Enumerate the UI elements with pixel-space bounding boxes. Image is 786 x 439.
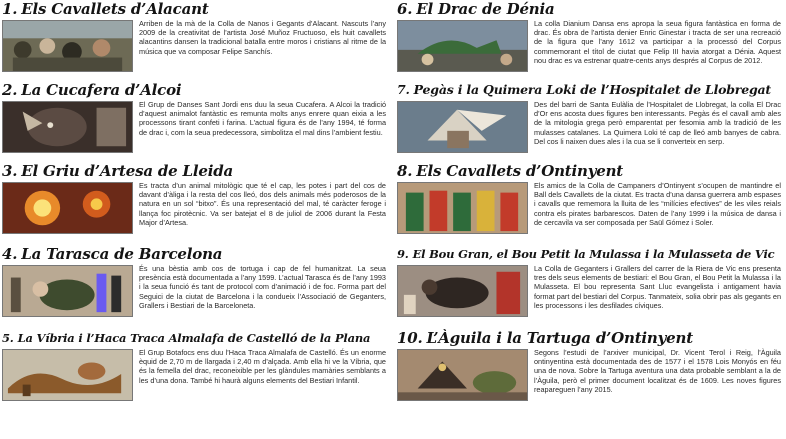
entry-photo — [397, 101, 528, 153]
entry-photo — [397, 265, 528, 317]
entry-photo — [397, 182, 528, 234]
entry-text: La colla Dianium Dansa ens apropa la seua figura fantàstica en forma de drac. És obra de l’artista denier Enric Ginestar i tracta de ser una recreació de la figura que l’any 1612 va participar a la processó del Corpus commemorant el títol de ciutat que Felip III havia atorgat a Dénia. Aquest nou drac es va estrenar quatre-cents anys després al Corpus de 2012. — [534, 19, 781, 65]
entry-text: És una bèstia amb cos de tortuga i cap de fel humanitzat. La seua presència està documentada a l’any 1599. L’actual Tarasca és de l’any 1993 i la seua funció és tant de protocol com d’animació i de foc. Forma part del Seguici de la ciutat de Barcelona i la condueix l’Associació de Geganters, Grallers i Bestiari de la Barceloneta. — [139, 264, 386, 310]
entry-photo — [2, 265, 133, 317]
entry-photo — [397, 349, 528, 401]
entry-title: 9. El Bou Gran, el Bou Petit la Mulassa i la Mulasseta de Vic — [397, 247, 775, 261]
entry-title: 2. La Cucafera d’Alcoi — [2, 81, 182, 99]
entry-7 — [397, 81, 781, 161]
entry-photo — [2, 182, 133, 234]
entry-title: 10. L’Àguila i la Tartuga d’Ontinyent — [397, 329, 693, 347]
entry-photo — [397, 20, 528, 72]
entry-text: Es tracta d’un animal mitològic que té el cap, les potes i part del cos de davant d’àliga i la resta del cos lleó, dos dels animals més poderosos de la natura en un sol “bitxo”. És una representació del mal, té caràcter feroge i llança foc pirotècnic. Va ser batejat el 8 de juliol de 2006 durant la Festa Major d’Artesa. — [139, 181, 386, 227]
entry-title: 3. El Griu d’Artesa de Lleida — [2, 162, 234, 180]
entry-text: El Grup Botafocs ens duu l’Haca Traca Almalafa de Castelló. És un enorme èquid de 2,70 m de llargada i 2,40 m d’alçada. Amb ella hi ve la Víbria, que és la femella del drac, reconeixible per les glàndules mamàries semblants a les d’una dona. També hi haurà alguns elements del Bestiari Infantil. — [139, 348, 386, 385]
entry-5 — [2, 329, 386, 409]
entry-photo — [2, 349, 133, 401]
entry-title: 7. Pegàs i la Quimera Loki de l’Hospitalet de Llobregat — [397, 82, 771, 97]
entry-photo — [2, 20, 133, 72]
entry-4 — [2, 245, 386, 325]
entry-6 — [397, 0, 781, 80]
entry-title: 4. La Tarasca de Barcelona — [2, 245, 223, 263]
entry-3 — [2, 162, 386, 242]
entry-title: 8. Els Cavallets d’Ontinyent — [397, 162, 624, 180]
entry-text: El Grup de Danses Sant Jordi ens duu la seua Cucafera. A Alcoi la tradició d’aquest animalot fantàstic es remunta molts anys enrere quan eixia a les processons tirant confeti i farina. L’actual figura és de l’any 1994, té forma de drac i, com la seua predecessora, simbolitza el mal dins l’ambient festiu. — [139, 100, 386, 137]
entry-text: Arriben de la mà de la Colla de Nanos i Gegants d’Alacant. Nascuts l’any 2009 de la creativitat de l’artista José Muñoz Fructuoso, els huit cavallets alacantins dansen la tradicional batalla entre moros i cristians al ritme de la música que va composar Felipe Sanchís. — [139, 19, 386, 56]
entry-title: 6. El Drac de Dénia — [397, 0, 555, 18]
entry-text: La Colla de Geganters i Grallers del carrer de la Riera de Vic ens presenta tres dels seus elements de bestiari: el Bou Gran, el Bou Petit la Mulassa i la Mulasseta. El bou representa Sant Lluc evangelista i antigament havia format part del bestiari del Corpus. Tanmateix, solia obrir pas als gegants en les processons i les desfilades cíviques. — [534, 264, 781, 310]
entry-title: 5. La Víbria i l’Haca Traca Almalafa de Castelló de la Plana — [2, 331, 371, 345]
entry-10 — [397, 329, 781, 409]
entry-text: Els amics de la Colla de Campaners d’Ontinyent s’ocupen de mantindre el Ball dels Cavallets de la ciutat. Es tracta d’una dansa guerrera amb espases i cavalls que rememora la lluita de les “milícies efectives” de les viles reials contra els pirates barbarescos. Daten de l’any 1999 i la música de dansa i de cercavila va ser composada per Saül Gómez i Soler. — [534, 181, 781, 227]
entry-1 — [2, 0, 386, 80]
entry-text: Des del barri de Santa Eulàlia de l’Hospitalet de Llobregat, la colla El Drac d’Or ens acosta dues figures ben interessants. Pegàs és el cavall amb ales de la mitologia grega però emparentat per fesomia amb la tradició de les mulasses catalanes. La Quimera Loki té cap de lleó amb banyes de cabra. Del cos li naixen dues ales i la cua se li converteix en serp. — [534, 100, 781, 146]
entry-photo — [2, 101, 133, 153]
entry-2 — [2, 81, 386, 161]
entry-9 — [397, 245, 781, 325]
entry-text: Segons l’estudi de l’arxiver municipal, Dr. Vicent Terol i Reig, l’Àguila ontinyentina està documentada des de 1577 i el 1578 Lois Monyós en féu una de nova. Sobre la Tartuga aventura una data probable semblant a la de l’Àguila, però el primer document localitzat és de 1609. Les noves figures reapareguen l’any 2015. — [534, 348, 781, 394]
entry-title: 1. Els Cavallets d’Alacant — [2, 0, 209, 18]
entry-8 — [397, 162, 781, 242]
